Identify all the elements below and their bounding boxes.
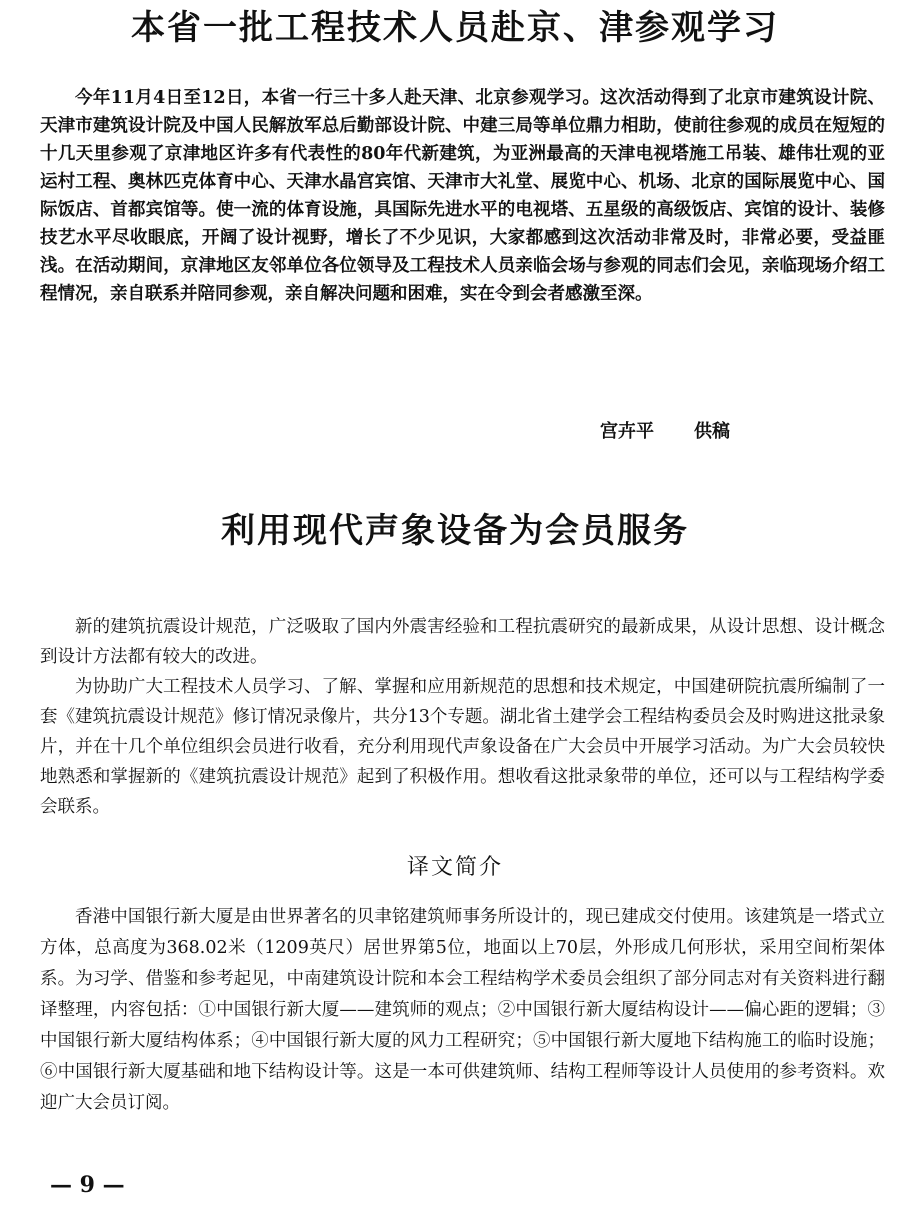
article-2-body bbox=[40, 612, 885, 822]
article-2-title: 利用现代声象设备为会员服务 bbox=[221, 511, 689, 551]
article-1-body bbox=[40, 84, 885, 308]
article-1-author: 宫卉平 bbox=[600, 421, 654, 442]
article-1-title: 本省一批工程技术人员赴京、津参观学习 bbox=[131, 8, 779, 48]
article-3-body bbox=[40, 902, 885, 1119]
article-3-paragraph: 香港中国银行新大厦是由世界著名的贝聿铭建筑师事务所设计的，现已建成交付使用。该建筑是一塔式立方体，总高度为368.02米（1209英尺）居世界第5位，地面以上70层，外形成几何形状，采用空间桁架体系。为习学、借鉴和参考起见，中南建筑设计院和本会工程结构学术委员会组织了部分同志对有关资料进行翻译整理，内容包括：①中国银行新大厦——建筑师的观点；②中国银行新大厦结构设计——偏心距的逻辑；③中国银行新大厦结构体系；④中国银行新大厦的风力工程研究；⑤中国银行新大厦地下结构施工的临时设施；⑥中国银行新大厦基础和地下结构设计等。这是一本可供建筑师、结构工程师等设计人员使用的参考资料。欢迎广大会员订阅。 bbox=[40, 907, 885, 1113]
article-1-byline-suffix: 供稿 bbox=[694, 421, 730, 442]
article-1-byline bbox=[600, 417, 860, 443]
article-2-paragraph-2: 为协助广大工程技术人员学习、了解、掌握和应用新规范的思想和技术规定，中国建研院抗震所编制了一套《建筑抗震设计规范》修订情况录像片，共分13个专题。湖北省土建学会工程结构委员会及时购进这批录象片，并在十几个单位组织会员进行收看，充分利用现代声象设备在广大会员中开展学习活动。为广大会员较快地熟悉和掌握新的《建筑抗震设计规范》起到了积极作用。想收看这批录象带的单位，还可以与工程结构学委会联系。 bbox=[40, 677, 885, 817]
page-number: — 9 — bbox=[50, 1172, 125, 1198]
article-1-paragraph: 今年11月4日至12日，本省一行三十多人赴天津、北京参观学习。这次活动得到了北京市建筑设计院、天津市建筑设计院及中国人民解放军总后勤部设计院、中建三局等单位鼎力相助，使前往参观的成员在短短的十几天里参观了京津地区许多有代表性的80年代新建筑，为亚洲最高的天津电视塔施工吊装、雄伟壮观的亚运村工程、奥林匹克体育中心、天津水晶宫宾馆、天津市大礼堂、展览中心、机场、北京的国际展览中心、国际饭店、首都宾馆等。使一流的体育设施，具国际先进水平的电视塔、五星级的高级饭店、宾馆的设计、装修技艺水平尽收眼底，开阔了设计视野，增长了不少见识，大家都感到这次活动非常及时，非常必要，受益匪浅。在活动期间，京津地区友邻单位各位领导及工程技术人员亲临会场与参观的同志们会见，亲临现场介绍工程情况，亲自联系并陪同参观，亲自解决问题和困难，实在令到会者感激至深。 bbox=[40, 88, 885, 304]
article-3-title: 译文简介 bbox=[406, 855, 503, 880]
article-2-paragraph-1: 新的建筑抗震设计规范，广泛吸取了国内外震害经验和工程抗震研究的最新成果，从设计思想、设计概念到设计方法都有较大的改进。 bbox=[40, 617, 885, 667]
